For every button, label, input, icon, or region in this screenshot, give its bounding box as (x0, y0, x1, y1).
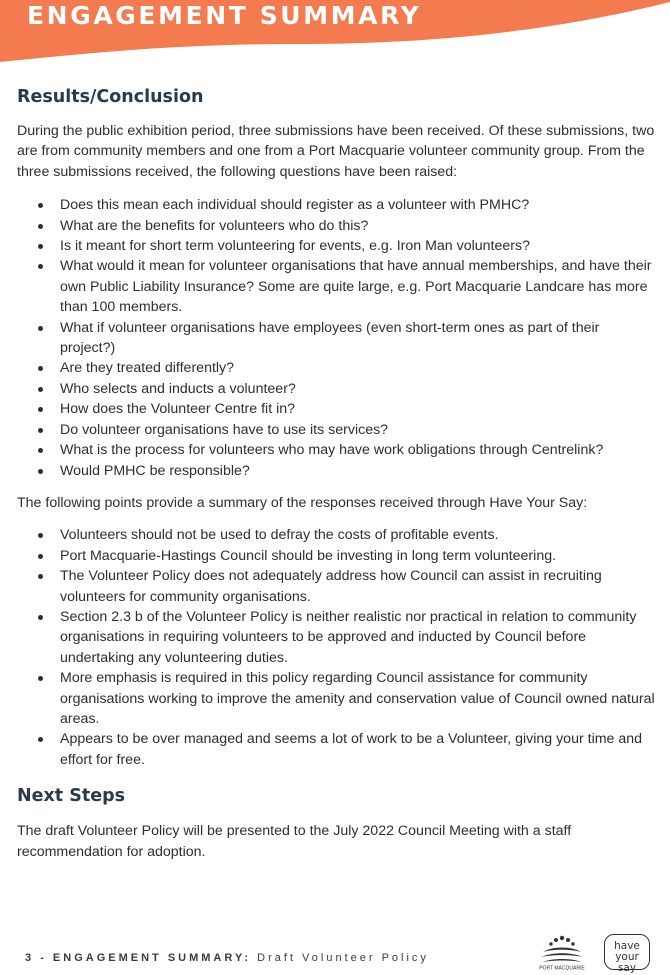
list-item: Appears to be over managed and seems a lot of work to be a Volunteer, giving your time and effort for free. (17, 729, 657, 770)
header-banner (0, 0, 670, 64)
summary-list (17, 525, 657, 770)
have-your-say-line2: your say (615, 951, 639, 974)
have-your-say-logo (604, 934, 650, 974)
council-logo (537, 933, 587, 970)
have-your-say-line1: have (614, 940, 640, 952)
list-item: Is it meant for short term volunteering for events, e.g. Iron Man volunteers? (17, 236, 657, 256)
list-item: What is the process for volunteers who may have work obligations through Centrelink? (17, 440, 657, 460)
list-item: Does this mean each individual should register as a volunteer with PMHC? (17, 195, 657, 215)
list-item: More emphasis is required in this policy regarding Council assistance for community organisations working to improve the amenity and conservation value of Council owned natural areas. (17, 668, 657, 729)
page-footer (25, 952, 429, 964)
list-item: What would it mean for volunteer organisations that have annual memberships, and have their own Public Liability Insurance? Some are quite large, e.g. Port Macquarie Landcare has more than 100 members. (17, 256, 657, 317)
council-logo-icon (537, 933, 587, 970)
page-title: ENGAGEMENT SUMMARY (27, 1, 422, 30)
results-heading: Results/Conclusion (17, 87, 204, 107)
results-intro: During the public exhibition period, three submissions have been received. Of these submissions, two are from community members and one from a Port Macquarie volunteer community group. From the three submissions received, the following questions have been raised: (17, 123, 655, 180)
footer-document: Draft Volunteer Policy (257, 952, 429, 964)
next-steps-text: The draft Volunteer Policy will be presented to the July 2022 Council Meeting with a staff recommendation for adoption. (17, 823, 572, 860)
list-item: Section 2.3 b of the Volunteer Policy is neither realistic nor practical in relation to community organisations in requiring volunteers to be approved and inducted by Council before undertaking any volunteering duties. (17, 607, 657, 668)
page-number: 3 (25, 952, 35, 964)
list-item: Who selects and inducts a volunteer? (17, 379, 657, 399)
summary-intro: The following points provide a summary of the responses received through Have Your Say: (17, 494, 588, 511)
list-item: Are they treated differently? (17, 358, 657, 378)
questions-list (17, 195, 657, 481)
list-item: The Volunteer Policy does not adequately address how Council can assist in recruiting volunteers for community organisations. (17, 566, 657, 607)
footer-section: ENGAGEMENT SUMMARY: (52, 952, 252, 964)
list-item: Port Macquarie-Hastings Council should be investing in long term volunteering. (17, 546, 657, 566)
next-steps-heading: Next Steps (17, 786, 126, 807)
list-item: What are the benefits for volunteers who do this? (17, 216, 657, 236)
list-item: What if volunteer organisations have employees (even short-term ones as part of their project?) (17, 318, 657, 359)
list-item: Would PMHC be responsible? (17, 461, 657, 481)
council-logo-text: PORT MACQUARIE (539, 965, 585, 970)
list-item: Do volunteer organisations have to use its services? (17, 420, 657, 440)
list-item: Volunteers should not be used to defray the costs of profitable events. (17, 525, 657, 545)
main-content (17, 84, 657, 862)
list-item: How does the Volunteer Centre fit in? (17, 399, 657, 419)
footer-separator: - (40, 952, 47, 964)
